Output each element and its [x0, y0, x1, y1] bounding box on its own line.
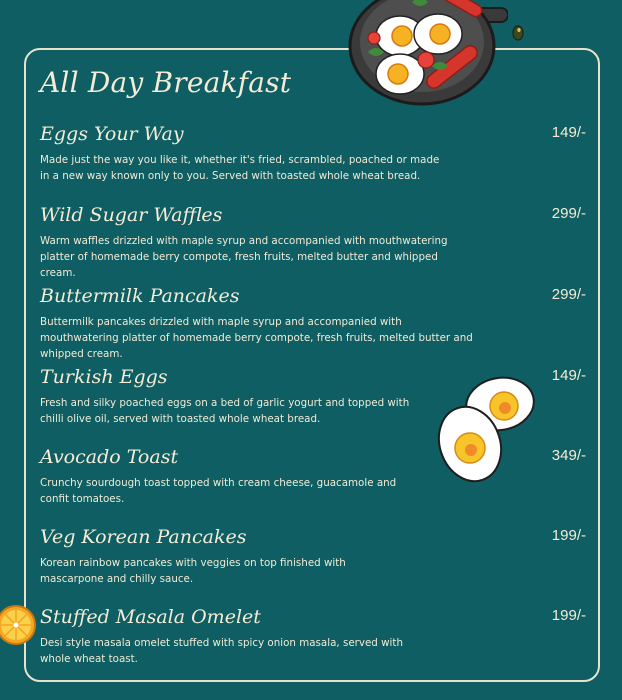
item-price: 149/- [551, 124, 586, 141]
menu-item [40, 203, 586, 281]
item-name: Stuffed Masala Omelet [40, 606, 261, 628]
item-price: 149/- [551, 367, 586, 384]
item-description: Buttermilk pancakes drizzled with maple syrup and accompanied with mouthwatering platter of homemade berry compote, fresh fruits, melted butter and whipped cream. [40, 316, 473, 360]
item-price: 199/- [551, 607, 586, 624]
item-name: Turkish Eggs [40, 366, 168, 388]
item-price: 199/- [551, 527, 586, 544]
item-name: Veg Korean Pancakes [40, 526, 247, 548]
olive-icon [510, 24, 526, 42]
item-price: 349/- [551, 447, 586, 464]
item-name: Wild Sugar Waffles [40, 204, 223, 226]
item-description: Made just the way you like it, whether it's fried, scrambled, poached or made in a new way known only to you. Served with toasted whole wheat bread. [40, 154, 440, 182]
item-price: 299/- [551, 205, 586, 222]
menu-item [40, 525, 586, 587]
item-description: Desi style masala omelet stuffed with spicy onion masala, served with whole wheat toast. [40, 637, 403, 665]
item-description: Korean rainbow pancakes with veggies on top finished with mascarpone and chilly sauce. [40, 557, 346, 585]
item-description: Crunchy sourdough toast topped with cream cheese, guacamole and confit tomatoes. [40, 477, 397, 505]
menu-title: All Day Breakfast [40, 66, 292, 99]
item-name: Buttermilk Pancakes [40, 285, 240, 307]
item-name: Eggs Your Way [40, 123, 184, 145]
orange-slice-icon [0, 602, 38, 648]
menu-item [40, 605, 586, 667]
item-price: 299/- [551, 286, 586, 303]
item-description: Warm waffles drizzled with maple syrup and accompanied with mouthwatering platter of homemade berry compote, fresh fruits, melted butter and whipped cream. [40, 235, 448, 279]
menu-item [40, 122, 586, 184]
item-description: Fresh and silky poached eggs on a bed of garlic yogurt and topped with chilli olive oil, served with toasted whole wheat bread. [40, 397, 410, 425]
menu-item [40, 284, 586, 362]
frying-pan-eggs-icon [348, 0, 508, 108]
item-name: Avocado Toast [40, 446, 179, 468]
boiled-eggs-icon [434, 374, 538, 486]
